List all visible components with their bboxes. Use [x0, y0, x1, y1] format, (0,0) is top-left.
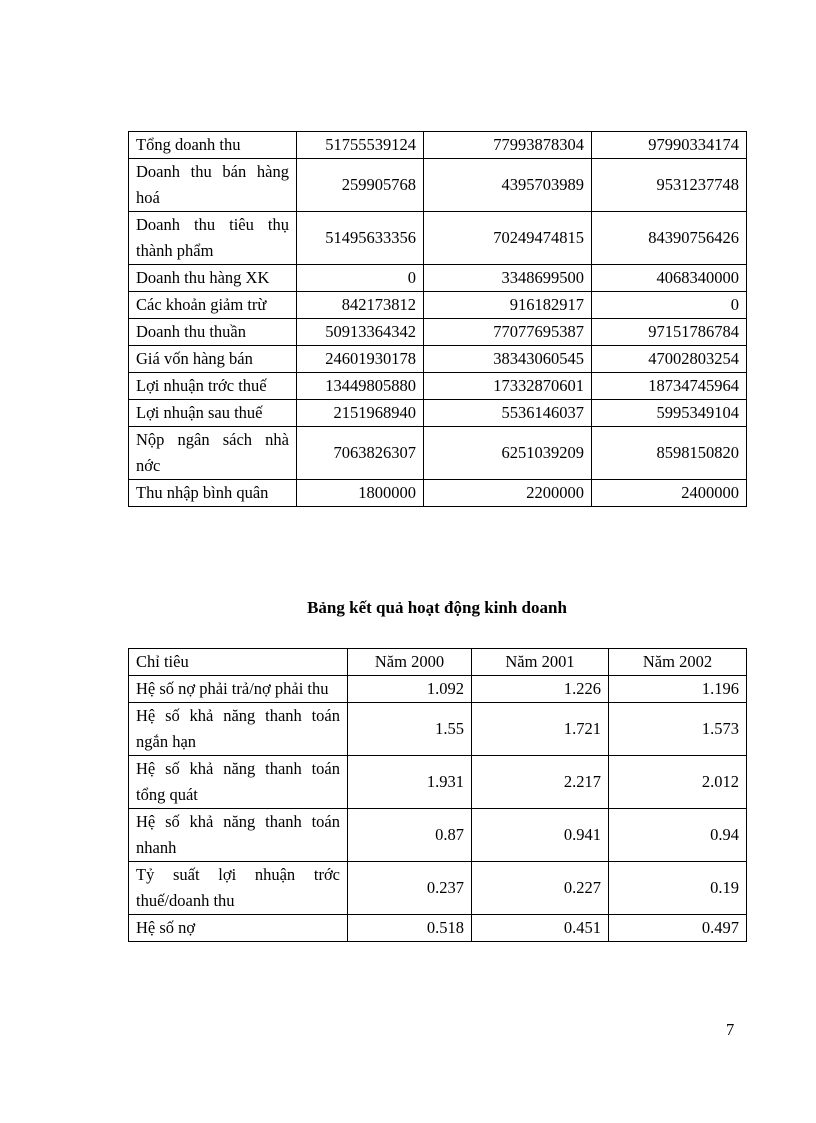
table-row [129, 132, 747, 159]
section-title: Bảng kết quả hoạt động kinh doanh [307, 598, 567, 617]
cell-value: 5536146037 [424, 400, 592, 427]
table-row [129, 319, 747, 346]
cell-value: 17332870601 [424, 373, 592, 400]
cell-value: 0 [297, 265, 424, 292]
row-label: Lợi nhuận sau thuế [129, 400, 297, 427]
table-row [129, 346, 747, 373]
cell-value: 1.931 [348, 756, 472, 809]
cell-value: 0 [592, 292, 747, 319]
row-label: Hệ số nợ phải trả/nợ phải thu [129, 676, 348, 703]
cell-value: 842173812 [297, 292, 424, 319]
table-row [129, 373, 747, 400]
table-row [129, 809, 747, 862]
cell-value: 0.451 [472, 915, 609, 942]
cell-value: 1.55 [348, 703, 472, 756]
cell-value: 4068340000 [592, 265, 747, 292]
cell-value: 1.721 [472, 703, 609, 756]
cell-value: 0.94 [609, 809, 747, 862]
table-row [129, 427, 747, 480]
table-row [129, 480, 747, 507]
cell-value: 47002803254 [592, 346, 747, 373]
cell-value: 6251039209 [424, 427, 592, 480]
table-header-row [129, 649, 747, 676]
cell-value: 77077695387 [424, 319, 592, 346]
cell-value: 38343060545 [424, 346, 592, 373]
cell-value: 3348699500 [424, 265, 592, 292]
cell-value: 4395703989 [424, 159, 592, 212]
row-label: Doanh thu thuần [129, 319, 297, 346]
cell-value: 5995349104 [592, 400, 747, 427]
row-label: Tỷ suất lợi nhuận trớc thuế/doanh thu [129, 862, 348, 915]
column-header: Năm 2002 [609, 649, 747, 676]
column-header: Chỉ tiêu [129, 649, 348, 676]
cell-value: 0.518 [348, 915, 472, 942]
column-header: Năm 2000 [348, 649, 472, 676]
cell-value: 18734745964 [592, 373, 747, 400]
cell-value: 259905768 [297, 159, 424, 212]
row-label: Thu nhập bình quân [129, 480, 297, 507]
table-row [129, 212, 747, 265]
revenue-table [128, 131, 747, 507]
table-row [129, 676, 747, 703]
cell-value: 0.237 [348, 862, 472, 915]
cell-value: 51495633356 [297, 212, 424, 265]
row-label: Hệ số nợ [129, 915, 348, 942]
cell-value: 50913364342 [297, 319, 424, 346]
table-row [129, 400, 747, 427]
table-row [129, 703, 747, 756]
cell-value: 1.226 [472, 676, 609, 703]
cell-value: 13449805880 [297, 373, 424, 400]
cell-value: 97990334174 [592, 132, 747, 159]
row-label: Hệ số khả năng thanh toán nhanh [129, 809, 348, 862]
cell-value: 24601930178 [297, 346, 424, 373]
table-row [129, 756, 747, 809]
column-header: Năm 2001 [472, 649, 609, 676]
cell-value: 51755539124 [297, 132, 424, 159]
row-label: Hệ số khả năng thanh toán tổng quát [129, 756, 348, 809]
cell-value: 0.227 [472, 862, 609, 915]
cell-value: 84390756426 [592, 212, 747, 265]
table-row [129, 292, 747, 319]
cell-value: 0.497 [609, 915, 747, 942]
ratio-table [128, 648, 747, 942]
row-label: Các khoản giảm trừ [129, 292, 297, 319]
cell-value: 2.012 [609, 756, 747, 809]
table-row [129, 265, 747, 292]
cell-value: 1.573 [609, 703, 747, 756]
row-label: Hệ số khả năng thanh toán ngắn hạn [129, 703, 348, 756]
cell-value: 1800000 [297, 480, 424, 507]
row-label: Giá vốn hàng bán [129, 346, 297, 373]
row-label: Doanh thu tiêu thụ thành phẩm [129, 212, 297, 265]
cell-value: 97151786784 [592, 319, 747, 346]
page-number: 7 [726, 1020, 735, 1039]
cell-value: 7063826307 [297, 427, 424, 480]
cell-value: 1.196 [609, 676, 747, 703]
cell-value: 2151968940 [297, 400, 424, 427]
table-row [129, 915, 747, 942]
cell-value: 2.217 [472, 756, 609, 809]
cell-value: 0.87 [348, 809, 472, 862]
cell-value: 2400000 [592, 480, 747, 507]
cell-value: 8598150820 [592, 427, 747, 480]
cell-value: 9531237748 [592, 159, 747, 212]
row-label: Nộp ngân sách nhà nớc [129, 427, 297, 480]
cell-value: 1.092 [348, 676, 472, 703]
cell-value: 70249474815 [424, 212, 592, 265]
cell-value: 0.941 [472, 809, 609, 862]
cell-value: 2200000 [424, 480, 592, 507]
row-label: Tổng doanh thu [129, 132, 297, 159]
cell-value: 916182917 [424, 292, 592, 319]
cell-value: 0.19 [609, 862, 747, 915]
row-label: Doanh thu bán hàng hoá [129, 159, 297, 212]
row-label: Doanh thu hàng XK [129, 265, 297, 292]
table-row [129, 159, 747, 212]
row-label: Lợi nhuận trớc thuế [129, 373, 297, 400]
cell-value: 77993878304 [424, 132, 592, 159]
table-row [129, 862, 747, 915]
